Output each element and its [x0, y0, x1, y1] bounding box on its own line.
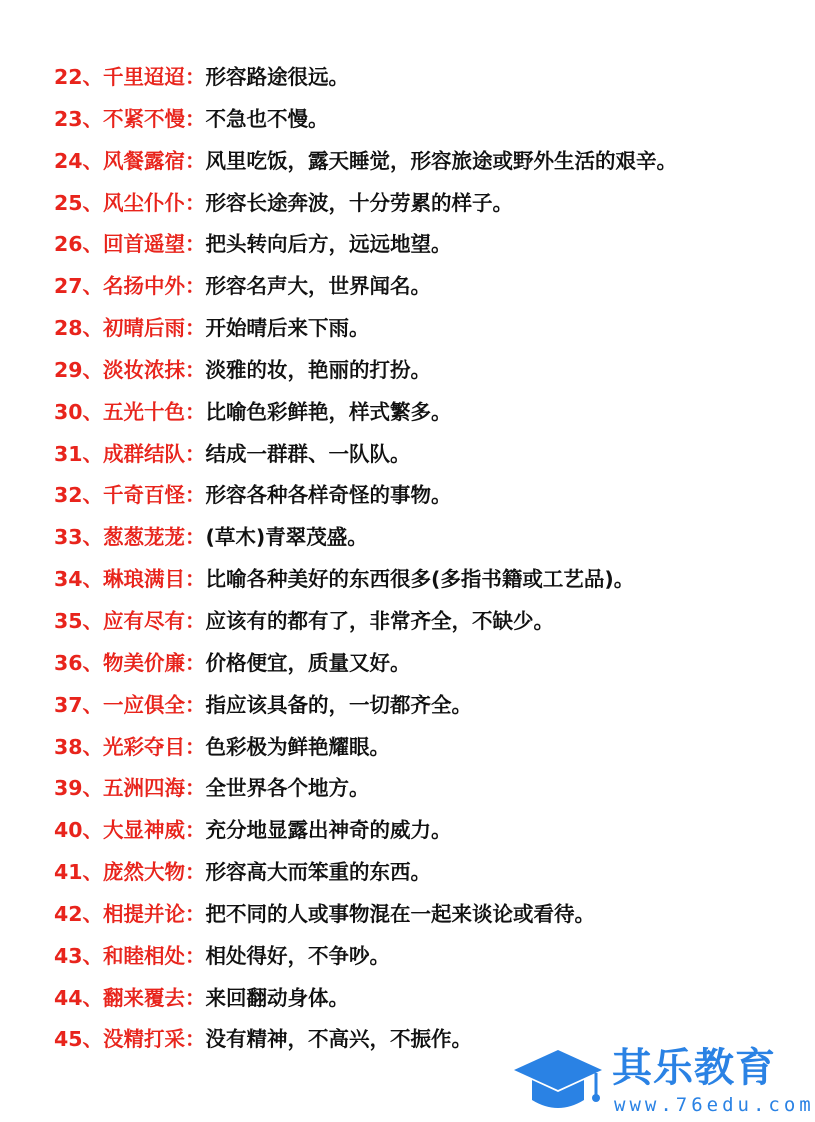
entry-colon: ： — [185, 190, 206, 215]
entry-colon: ： — [185, 65, 206, 89]
list-item — [54, 224, 677, 266]
entry-separator: 、 — [82, 650, 104, 675]
entry-number: 39 — [54, 776, 83, 801]
idiom-term: 千里迢迢 — [103, 65, 186, 89]
entry-number: 23 — [54, 106, 83, 131]
list-item — [54, 643, 677, 685]
idiom-term: 和睦相处 — [103, 943, 186, 968]
entry-colon: ： — [185, 860, 206, 885]
entry-colon: ： — [185, 274, 206, 299]
idiom-definition: 相处得好，不争吵。 — [205, 943, 391, 968]
list-item — [54, 183, 677, 225]
list-item — [54, 727, 677, 769]
entry-number: 41 — [54, 860, 83, 885]
list-item — [54, 894, 677, 936]
idiom-term: 五光十色 — [103, 399, 186, 424]
entry-number: 45 — [54, 1027, 83, 1052]
idiom-definition: 没有精神，不高兴，不振作。 — [205, 1027, 473, 1052]
idiom-term: 相提并论 — [103, 901, 186, 926]
entry-number: 24 — [54, 148, 83, 173]
entry-number: 35 — [54, 608, 83, 633]
entry-number: 34 — [54, 567, 83, 592]
idiom-term: 没精打采 — [103, 1027, 186, 1052]
watermark-logo — [506, 1040, 815, 1120]
entry-number: 33 — [54, 525, 83, 550]
entry-separator: 、 — [82, 274, 104, 299]
idiom-list — [54, 57, 677, 1061]
idiom-definition: 应该有的都有了，非常齐全，不缺少。 — [205, 608, 555, 633]
entry-separator: 、 — [82, 776, 104, 801]
list-item — [54, 810, 677, 852]
list-item — [54, 99, 677, 141]
entry-colon: ： — [185, 357, 206, 382]
idiom-term: 庞然大物 — [103, 860, 186, 885]
idiom-term: 葱葱茏茏 — [103, 525, 186, 550]
entry-colon: ： — [185, 399, 206, 424]
entry-colon: ： — [185, 650, 206, 675]
list-item — [54, 601, 677, 643]
entry-colon: ： — [185, 525, 206, 550]
entry-number: 43 — [54, 943, 83, 968]
entry-colon: ： — [185, 567, 206, 592]
list-item — [54, 559, 677, 601]
entry-separator: 、 — [82, 985, 104, 1010]
idiom-definition: 把不同的人或事物混在一起来谈论或看待。 — [205, 901, 596, 926]
entry-colon: ： — [185, 734, 206, 759]
entry-colon: ： — [185, 483, 206, 508]
idiom-term: 回首遥望 — [103, 232, 186, 257]
entry-colon: ： — [185, 148, 206, 173]
idiom-term: 应有尽有 — [103, 608, 186, 633]
entry-number: 30 — [54, 399, 83, 424]
list-item — [54, 434, 677, 476]
entry-colon: ： — [185, 316, 206, 341]
idiom-term: 物美价廉 — [103, 650, 186, 675]
idiom-term: 光彩夺目 — [103, 734, 186, 759]
idiom-definition: 充分地显露出神奇的威力。 — [205, 818, 452, 843]
entry-separator: 、 — [82, 901, 104, 926]
entry-colon: ： — [185, 232, 206, 257]
idiom-definition: 来回翻动身体。 — [205, 985, 350, 1010]
entry-separator: 、 — [82, 399, 104, 424]
list-item — [54, 392, 677, 434]
entry-number: 40 — [54, 818, 83, 843]
entry-colon: ： — [185, 985, 206, 1010]
entry-colon: ： — [185, 1027, 206, 1052]
entry-separator: 、 — [82, 525, 104, 550]
entry-number: 27 — [54, 274, 83, 299]
idiom-definition: 形容名声大，世界闻名。 — [205, 274, 432, 299]
idiom-definition: 价格便宜，质量又好。 — [205, 650, 411, 675]
idiom-term: 成群结队 — [103, 441, 186, 466]
idiom-definition: 形容长途奔波，十分劳累的样子。 — [205, 190, 514, 215]
entry-number: 38 — [54, 734, 83, 759]
idiom-term: 名扬中外 — [103, 274, 186, 299]
idiom-definition: (草木)青翠茂盛。 — [205, 525, 368, 550]
entry-separator: 、 — [82, 860, 104, 885]
idiom-term: 五洲四海 — [103, 776, 186, 801]
entry-number: 44 — [54, 985, 83, 1010]
entry-separator: 、 — [82, 65, 104, 89]
entry-colon: ： — [185, 776, 206, 801]
entry-number: 32 — [54, 483, 83, 508]
entry-separator: 、 — [82, 734, 104, 759]
idiom-definition: 比喻色彩鲜艳，样式繁多。 — [205, 399, 452, 424]
list-item — [54, 852, 677, 894]
entry-number: 26 — [54, 232, 83, 257]
entry-number: 28 — [54, 316, 83, 341]
entry-separator: 、 — [82, 818, 104, 843]
entry-number: 25 — [54, 190, 83, 215]
entry-colon: ： — [185, 901, 206, 926]
list-item — [54, 475, 677, 517]
watermark-url: www.76edu.com — [614, 1094, 815, 1116]
idiom-term: 淡妆浓抹 — [103, 357, 186, 382]
entry-number: 31 — [54, 441, 83, 466]
entry-separator: 、 — [82, 316, 104, 341]
list-item — [54, 266, 677, 308]
idiom-term: 风尘仆仆 — [103, 190, 186, 215]
list-item — [54, 685, 677, 727]
entry-number: 37 — [54, 692, 83, 717]
entry-colon: ： — [185, 106, 206, 131]
entry-separator: 、 — [82, 567, 104, 592]
idiom-term: 大显神威 — [103, 818, 186, 843]
idiom-definition: 全世界各个地方。 — [205, 776, 370, 801]
idiom-term: 不紧不慢 — [103, 106, 186, 131]
idiom-term: 初晴后雨 — [103, 316, 186, 341]
idiom-definition: 淡雅的妆，艳丽的打扮。 — [205, 357, 432, 382]
list-item — [54, 517, 677, 559]
entry-number: 42 — [54, 901, 83, 926]
entry-separator: 、 — [82, 608, 104, 633]
watermark-title: 其乐教育 — [612, 1045, 776, 1091]
entry-colon: ： — [185, 441, 206, 466]
entry-separator: 、 — [82, 357, 104, 382]
entry-number: 36 — [54, 650, 83, 675]
idiom-definition: 结成一群群、一队队。 — [205, 441, 411, 466]
entry-separator: 、 — [82, 943, 104, 968]
entry-colon: ： — [185, 818, 206, 843]
entry-separator: 、 — [82, 232, 104, 257]
idiom-term: 千奇百怪 — [103, 483, 186, 508]
list-item — [54, 768, 677, 810]
entry-separator: 、 — [82, 441, 104, 466]
list-item — [54, 308, 677, 350]
entry-separator: 、 — [82, 692, 104, 717]
entry-separator: 、 — [82, 106, 104, 131]
entry-separator: 、 — [82, 190, 104, 215]
list-item — [54, 141, 677, 183]
idiom-definition: 把头转向后方，远远地望。 — [205, 232, 452, 257]
list-item — [54, 936, 677, 978]
entry-number: 29 — [54, 357, 83, 382]
entry-separator: 、 — [82, 483, 104, 508]
idiom-term: 琳琅满目 — [103, 567, 186, 592]
idiom-definition: 不急也不慢。 — [205, 106, 329, 131]
idiom-term: 一应俱全 — [103, 692, 186, 717]
idiom-definition: 比喻各种美好的东西很多(多指书籍或工艺品)。 — [205, 567, 635, 592]
entry-separator: 、 — [82, 1027, 104, 1052]
idiom-term: 风餐露宿 — [103, 148, 186, 173]
entry-number: 22 — [54, 65, 83, 89]
entry-colon: ： — [185, 943, 206, 968]
idiom-definition: 形容高大而笨重的东西。 — [205, 860, 432, 885]
idiom-definition: 形容各种各样奇怪的事物。 — [205, 483, 452, 508]
list-item — [54, 57, 677, 99]
graduation-cap-icon — [512, 1046, 604, 1118]
idiom-definition: 风里吃饭，露天睡觉，形容旅途或野外生活的艰辛。 — [205, 148, 678, 173]
idiom-definition: 指应该具备的，一切都齐全。 — [205, 692, 473, 717]
entry-separator: 、 — [82, 148, 104, 173]
idiom-definition: 开始晴后来下雨。 — [205, 316, 370, 341]
entry-colon: ： — [185, 692, 206, 717]
idiom-term: 翻来覆去 — [103, 985, 186, 1010]
idiom-definition: 色彩极为鲜艳耀眼。 — [205, 734, 391, 759]
entry-colon: ： — [185, 608, 206, 633]
idiom-definition: 形容路途很远。 — [205, 65, 350, 89]
list-item — [54, 350, 677, 392]
list-item — [54, 978, 677, 1020]
